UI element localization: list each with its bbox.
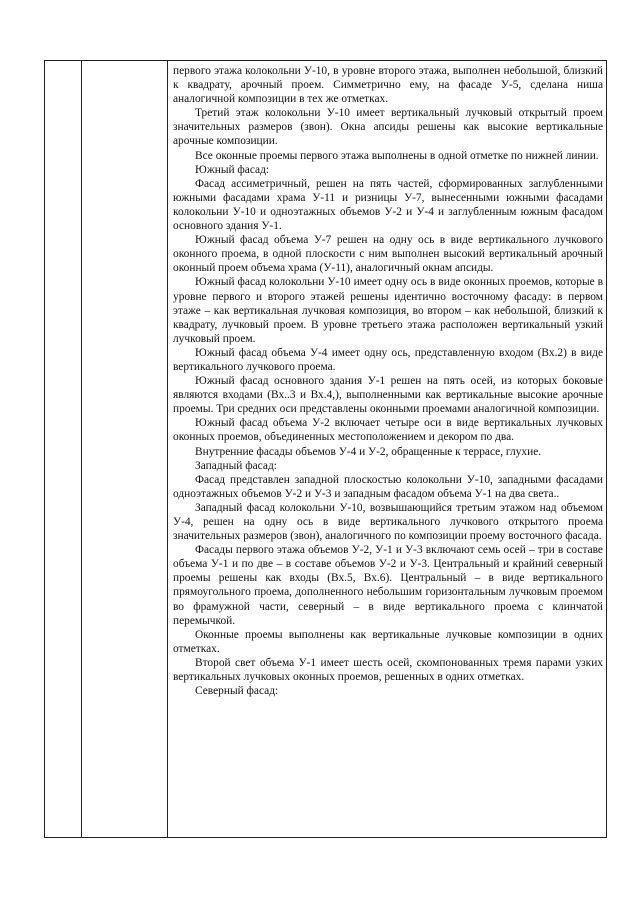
paragraph: Внутренние фасады объемов У-4 и У-2, обращенные к террасе, глухие. bbox=[195, 445, 542, 458]
paragraph: Южный фасад объема У-2 включает четыре оси в виде вертикальных лучковых оконных проемов, объединенных местоположением и декором по два. bbox=[173, 417, 603, 444]
section-heading-west: Западный фасад: bbox=[195, 459, 277, 472]
paragraph: Южный фасад объема У-4 имеет одну ось, представленную входом (Вх.2) в виде вертикального лучкового проема. bbox=[173, 346, 603, 373]
paragraph: Южный фасад колокольни У-10 имеет одну ось в виде оконных проемов, которые в уровне первого и второго этажей решены идентично восточному фасаду: в первом этаже – как вертикальная лучковая композиция, во втором – как небольшой, близкий к квадрату, лучковый проем. В уровне третьего этажа расположен вертикальный узкий лучковый проем. bbox=[173, 276, 603, 345]
paragraph: Третий этаж колокольни У-10 имеет вертикальный лучковый открытый проем значительных размеров (звон). Окна апсиды решены как высокие вертикальные арочные композиции. bbox=[173, 107, 603, 148]
paragraph: Все оконные проемы первого этажа выполнены в одной отметке по нижней линии. bbox=[195, 149, 599, 162]
paragraph: Фасад представлен западной плоскостью колокольни У-10, западными фасадами одноэтажных объемов У-2 и У-3 и западным фасадом объема У-1 на два света.. bbox=[173, 473, 603, 500]
document-table bbox=[44, 60, 607, 838]
paragraph: Западный фасад колокольни У-10, возвышающийся третьим этажом над объемом У-4, решен на одну ось в виде вертикального лучкового открытого проема значительных размеров (звон), аналогичного по композиции проему восточного фасада. bbox=[173, 501, 603, 543]
column-divider-1 bbox=[81, 61, 82, 837]
paragraph: Второй свет объема У-1 имеет шесть осей, скомпонованных тремя парами узких вертикальных лучковых оконных проемов, решенных в одних отметках. bbox=[173, 656, 603, 684]
paragraph: Фасад ассиметричный, решен на пять частей, сформированных заглубленными южными фасадами храма У-11 и ризницы У-7, вынесенными южными фасадами колокольни У-10 и одноэтажных объемов У-2 и У-4 и заглубленным южным фасадом основного здания У-1. bbox=[173, 177, 603, 233]
paragraph: Южный фасад основного здания У-1 решен на пять осей, из которых боковые являются входами (Вх..3 и Вх.4,), выполненными как вертикальные высокие арочные проемы. Три средних оси представлены оконными проемами аналогичной композиции. bbox=[173, 375, 603, 416]
section-heading-north: Северный фасад: bbox=[195, 685, 279, 698]
paragraph: первого этажа колокольни У-10, в уровне второго этажа, выполнен небольшой, близкий к квадрату, арочный проем. Симметрично ему, на фасаде У-5, сделана ниша аналогичной композиции в тех же отметках. bbox=[173, 65, 603, 106]
document-text bbox=[173, 64, 603, 698]
paragraph: Фасады первого этажа объемов У-2, У-1 и У-3 включают семь осей – три в составе объема У-1 и по две – в составе объемов У-2 и У-3. Центральный и крайний северный проемы решены как входы (Вх.5, Вх.6). Центральный – в виде вертикального прямоугольного проема, дополненного небольшим горизонтальным лучковым проемом во фрамужной части, северный – в виде вертикального проема с клинчатой перемычкой. bbox=[173, 544, 603, 627]
paragraph: Оконные проемы выполнены как вертикальные лучковые композиции в одних отметках. bbox=[173, 628, 603, 655]
section-heading-south: Южный фасад: bbox=[195, 163, 270, 176]
paragraph: Южный фасад объема У-7 решен на одну ось в виде вертикального лучкового оконного проема, в одной плоскости с ним выполнен высокий вертикальный арочный оконный проем объема храма (У-11), аналогичный окнам апсиды. bbox=[173, 234, 603, 275]
column-divider-2 bbox=[167, 61, 168, 837]
